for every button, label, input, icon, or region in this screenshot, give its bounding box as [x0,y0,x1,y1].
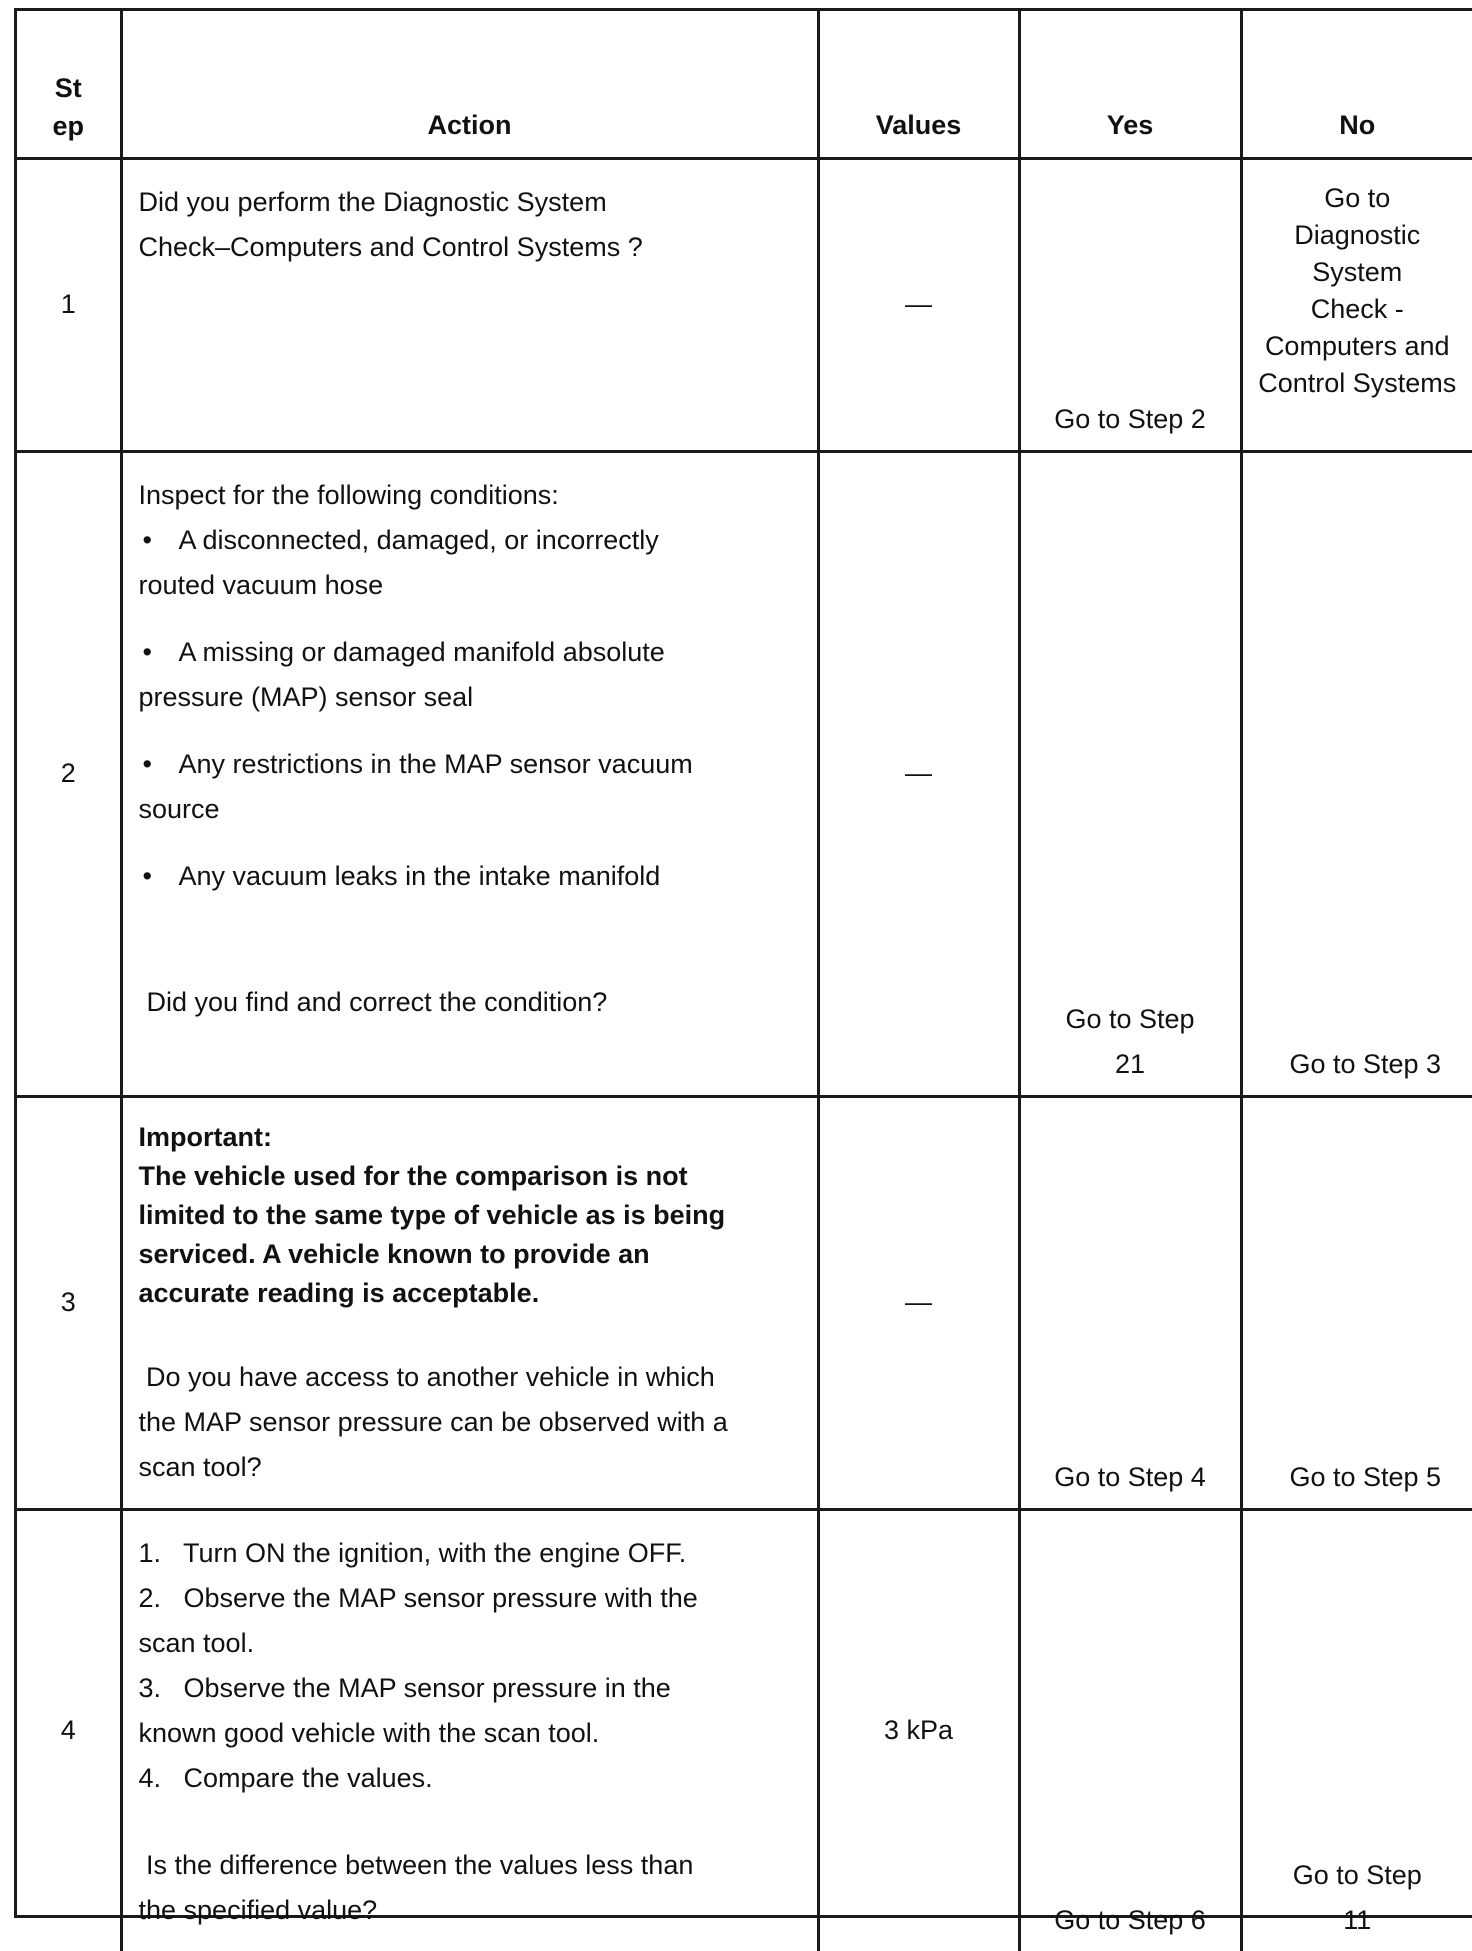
important-note: limited to the same type of vehicle as is being [139,1196,805,1235]
numbered-step-cont: scan tool. [139,1621,805,1666]
action-question: scan tool? [139,1445,805,1490]
table-row [17,158,1472,451]
table-header-row [17,11,1472,158]
yes-cell [1019,451,1241,1096]
condition-bullet: • A disconnected, damaged, or incorrectly [139,518,805,563]
header-action: Action [121,11,818,158]
no-cell: Go to Step 5 [1241,1096,1472,1509]
no-text: Go to Step [1243,1853,1472,1898]
header-values: Values [818,11,1019,158]
important-note: accurate reading is acceptable. [139,1274,805,1313]
step-number: 1 [17,158,121,451]
action-question: the MAP sensor pressure can be observed with a [139,1400,805,1445]
header-no: No [1241,11,1472,158]
no-text: 11 [1243,1898,1472,1943]
yes-text: Go to Step [1021,997,1240,1042]
numbered-step: 4. Compare the values. [139,1756,805,1801]
step-number: 2 [17,451,121,1096]
numbered-step: 3. Observe the MAP sensor pressure in the [139,1666,805,1711]
action-question: the specified value? [139,1888,805,1933]
step-number: 4 [17,1509,121,1951]
table-row [17,451,1472,1096]
action-cell [121,158,818,451]
numbered-step-cont: known good vehicle with the scan tool. [139,1711,805,1756]
yes-cell: Go to Step 4 [1019,1096,1241,1509]
action-question: Is the difference between the values less than [139,1843,805,1888]
condition-bullet: • Any vacuum leaks in the intake manifold [139,854,805,899]
header-step-line: ep [17,107,120,145]
no-text: System [1243,254,1472,291]
value-cell: 3 kPa [818,1509,1019,1951]
diagnostic-procedure-table [17,11,1472,1951]
action-cell [121,1509,818,1951]
condition-bullet-cont: routed vacuum hose [139,563,805,608]
action-intro: Inspect for the following conditions: [139,473,805,518]
no-text: Diagnostic [1243,217,1472,254]
condition-bullet: • Any restrictions in the MAP sensor vacuum [139,742,805,787]
value-cell: — [818,158,1019,451]
no-cell [1241,158,1472,451]
no-text: Control Systems [1243,365,1472,402]
yes-cell: Go to Step 6 [1019,1509,1241,1951]
condition-bullet-cont: pressure (MAP) sensor seal [139,675,805,720]
value-cell: — [818,1096,1019,1509]
numbered-step: 2. Observe the MAP sensor pressure with the [139,1576,805,1621]
important-note: serviced. A vehicle known to provide an [139,1235,805,1274]
step-number: 3 [17,1096,121,1509]
header-step-line: St [17,69,120,107]
table-row [17,1096,1472,1509]
no-text: Check - [1243,291,1472,328]
action-question: Do you have access to another vehicle in which [139,1355,805,1400]
yes-text: 21 [1021,1042,1240,1087]
value-cell: — [818,451,1019,1096]
no-text: Go to [1243,180,1472,217]
important-title: Important: [139,1118,805,1157]
action-text: Did you perform the Diagnostic System [139,180,805,225]
condition-bullet-cont: source [139,787,805,832]
header-step [17,11,121,158]
table-row [17,1509,1472,1951]
numbered-step: 1. Turn ON the ignition, with the engine OFF. [139,1531,805,1576]
action-text: Check–Computers and Control Systems ? [139,225,805,270]
action-cell [121,451,818,1096]
action-question: Did you find and correct the condition? [139,980,805,1025]
important-note: The vehicle used for the comparison is not [139,1157,805,1196]
no-cell [1241,1509,1472,1951]
condition-bullet: • A missing or damaged manifold absolute [139,630,805,675]
no-cell: Go to Step 3 [1241,451,1472,1096]
yes-cell: Go to Step 2 [1019,158,1241,451]
no-text: Computers and [1243,328,1472,365]
header-yes: Yes [1019,11,1241,158]
diagnostic-table-frame [14,8,1472,1918]
action-cell [121,1096,818,1509]
